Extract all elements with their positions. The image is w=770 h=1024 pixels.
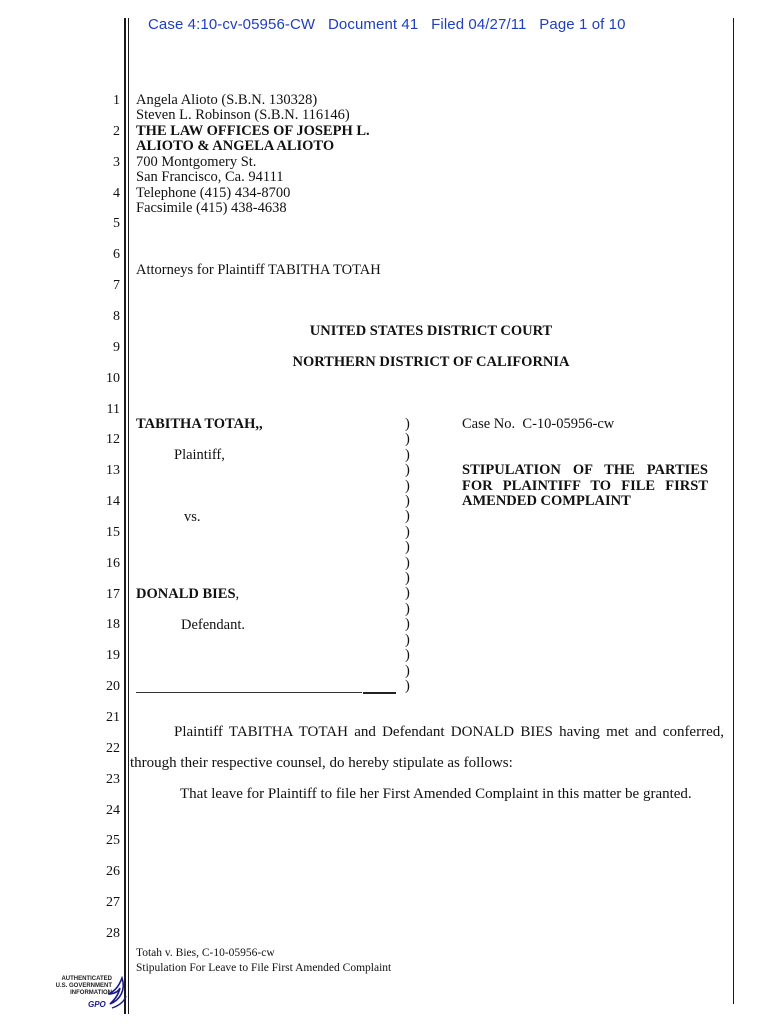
caption-underline	[136, 692, 362, 693]
line-number: 24	[106, 802, 120, 818]
line-number: 6	[113, 247, 120, 263]
line-number: 11	[106, 401, 120, 417]
line-number: 25	[106, 833, 120, 849]
caption-underline-end	[363, 692, 396, 694]
footer-case-caption: Totah v. Bies, C-10-05956-cw	[136, 947, 275, 959]
defendant-name: DONALD BIES	[136, 586, 236, 602]
gpo-authentication-seal	[40, 974, 130, 1014]
line-number: 18	[106, 617, 120, 633]
stamp-page: Page 1 of 10	[539, 16, 626, 33]
stipulation-paragraph-2-text: That leave for Plaintiff to file her First Amended Complaint in this matter be granted.	[180, 786, 692, 802]
defendant-role: Defendant.	[181, 617, 246, 633]
caption-paren: )	[405, 647, 410, 664]
line-number: 14	[106, 494, 120, 510]
caption-paren: )	[405, 662, 410, 679]
gpo-line-2: U.S. GOVERNMENT	[55, 983, 112, 989]
filing-stamp	[148, 16, 626, 33]
caption-paren: )	[405, 600, 410, 617]
right-margin-rule	[733, 18, 734, 1004]
line-number: 17	[106, 586, 120, 602]
line-number: 27	[106, 895, 120, 911]
telephone: Telephone (415) 434-8700	[136, 185, 291, 201]
stamp-document: Document 41	[327, 16, 419, 33]
caption-paren: )	[405, 616, 410, 633]
stamp-filed: Filed 04/27/11	[431, 16, 527, 33]
stipulation-paragraph-2	[130, 779, 724, 810]
caption-paren: )	[405, 677, 410, 694]
line-number: 1	[113, 93, 120, 108]
caption-paren: )	[405, 508, 410, 525]
law-firm-line-1: THE LAW OFFICES OF JOSEPH L.	[136, 123, 370, 139]
line-number: 4	[113, 185, 120, 201]
caption-paren: )	[405, 585, 410, 602]
line-number: 7	[113, 278, 120, 294]
caption-paren: )	[405, 446, 410, 463]
line-number: 21	[106, 710, 120, 725]
footer-document-title: Stipulation For Leave to File First Amended Complaint	[136, 962, 392, 974]
caption-paren: )	[405, 431, 410, 448]
left-margin-rule-inner	[128, 18, 129, 1014]
eagle-icon	[106, 974, 130, 1014]
caption-paren: )	[405, 477, 410, 494]
caption-paren: )	[405, 493, 410, 510]
line-number: 23	[106, 771, 120, 787]
line-number: 9	[113, 339, 120, 355]
line-number: 22	[106, 740, 120, 756]
line-number: 12	[106, 432, 120, 448]
court-district: NORTHERN DISTRICT OF CALIFORNIA	[292, 354, 570, 370]
document-title: STIPULATION OF THE PARTIES FOR PLAINTIFF TO FILE FIRST AMENDED COMPLAINT	[462, 462, 708, 509]
caption-paren: )	[405, 462, 410, 479]
page-footer	[136, 946, 391, 976]
left-margin-rule-outer	[124, 18, 126, 1014]
line-number: 20	[106, 679, 120, 695]
line-number: 15	[106, 524, 120, 540]
stipulation-paragraph-1	[130, 717, 724, 779]
stipulation-paragraph-1-text: Plaintiff TABITHA TOTAH and Defendant DONALD BIES having met and conferred, through their respective counsel, do hereby stipulate as follows:	[130, 724, 724, 771]
caption-paren: )	[405, 554, 410, 571]
gpo-seal-text	[40, 976, 112, 997]
defendant-comma: ,	[235, 586, 240, 602]
line-number: 8	[113, 308, 120, 324]
stamp-case: Case 4:10-cv-05956-CW	[148, 16, 316, 33]
law-firm-line-2: ALIOTO & ANGELA ALIOTO	[136, 138, 335, 154]
line-number: 5	[113, 216, 120, 232]
line-number: 28	[106, 925, 120, 941]
caption-paren: )	[405, 570, 410, 587]
line-number: 19	[106, 648, 120, 664]
defendant-line	[136, 587, 239, 602]
gpo-line-1: AUTHENTICATED	[61, 976, 112, 982]
attorneys-for: Attorneys for Plaintiff TABITHA TOTAH	[136, 262, 381, 278]
plaintiff-role: Plaintiff,	[174, 447, 225, 463]
plaintiff-name: TABITHA TOTAH,,	[136, 416, 263, 432]
counsel-name-2: Steven L. Robinson (S.B.N. 116146)	[136, 107, 350, 123]
caption-paren: )	[405, 416, 410, 432]
caption-paren: )	[405, 631, 410, 648]
address-line-1: 700 Montgomery St.	[136, 154, 257, 170]
line-number: 3	[113, 154, 120, 170]
facsimile: Facsimile (415) 438-4638	[136, 200, 287, 216]
line-number: 2	[113, 123, 120, 139]
counsel-name-1: Angela Alioto (S.B.N. 130328)	[136, 92, 318, 108]
line-number: 16	[106, 555, 120, 571]
address-line-2: San Francisco, Ca. 94111	[136, 169, 284, 185]
gpo-mark: GPO	[88, 1000, 106, 1009]
case-number: Case No. C-10-05956-cw	[462, 416, 615, 432]
caption-parentheses	[405, 417, 415, 694]
caption-paren: )	[405, 539, 410, 556]
gpo-line-3: INFORMATION	[70, 990, 112, 996]
line-number: 26	[106, 864, 120, 880]
line-number: 13	[106, 463, 120, 479]
line-number: 10	[106, 370, 120, 386]
caption-paren: )	[405, 523, 410, 540]
versus: vs.	[184, 509, 201, 525]
court-name: UNITED STATES DISTRICT COURT	[309, 323, 553, 339]
